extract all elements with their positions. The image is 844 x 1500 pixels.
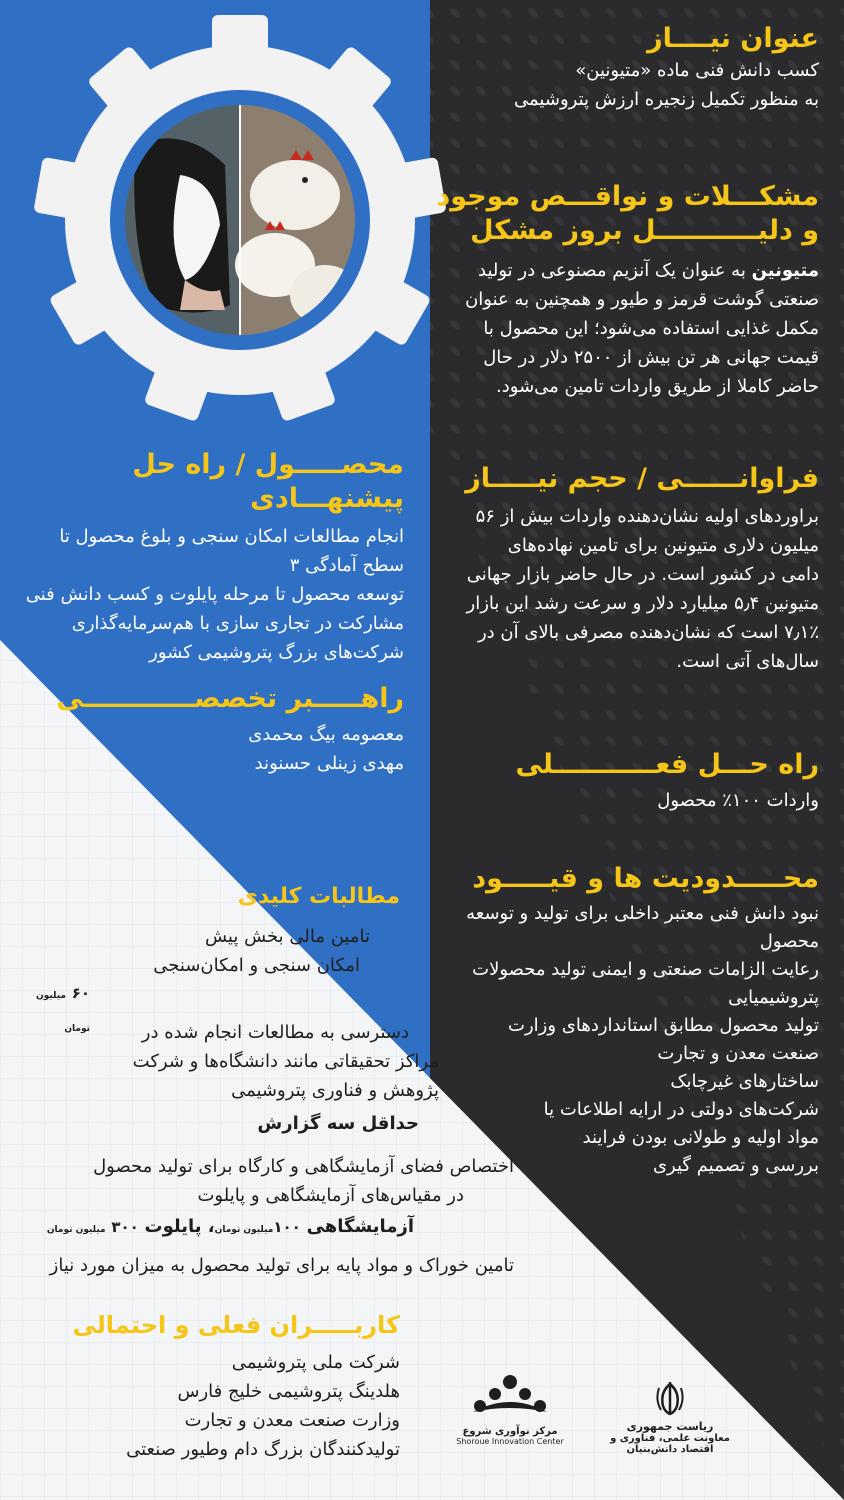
limits-line: ساختارهای غیرچابک xyxy=(670,1071,819,1092)
innovation-logo-icon xyxy=(465,1372,555,1422)
problems-line: به عنوان یک آنزیم مصنوعی در تولید xyxy=(478,260,752,281)
gov-line1: ریاست جمهوری xyxy=(626,1420,714,1433)
problems-line: صنعتی گوشت قرمز و طیور و همچنین به عنوان xyxy=(465,289,819,310)
demand-section xyxy=(419,462,819,676)
leader-name: معصومه بیگ محمدی xyxy=(248,724,404,745)
requirement-line: اختصاص فضای آزمایشگاهی و کارگاه برای تولید محصول xyxy=(93,1156,514,1177)
proposed-line: سطح آمادگی ۳ xyxy=(289,555,404,576)
r1-unit: میلیون تومان xyxy=(36,991,90,1034)
demand-title: فراوانــــــی / حجم نیـــــاز xyxy=(465,463,819,494)
requirement-line: پژوهش و فناوری پتروشیمی xyxy=(231,1080,439,1101)
limits-line: پتروشیمیایی xyxy=(728,987,819,1008)
requirements-title: مطالبات کلیدی xyxy=(237,884,400,909)
pilot-unit: میلیون تومان xyxy=(46,1225,106,1235)
user-item: وزارت صنعت معدن و تجارت xyxy=(184,1410,400,1431)
users-section xyxy=(20,1308,400,1464)
methionine-bold: متیونین xyxy=(751,260,819,281)
need-line: کسب دانش فنی ماده «متیونین» xyxy=(575,60,819,81)
need-line: به منظور تکمیل زنجیره ارزش پتروشیمی xyxy=(514,89,819,110)
limits-title: محـــــدودیت ها و قیـــــود xyxy=(472,863,819,894)
lab-unit: میلیون تومان xyxy=(214,1225,274,1235)
iran-emblem-icon xyxy=(655,1380,685,1416)
livestock-photo xyxy=(125,105,355,335)
limits-section xyxy=(419,862,819,1180)
demand-line: سال‌های آتی است. xyxy=(676,651,819,672)
demand-line: براوردهای اولیه نشان‌دهنده واردات بیش از ۵۶ xyxy=(475,506,819,527)
user-item: هلدینگ پتروشیمی خلیج فارس xyxy=(177,1381,400,1402)
leader-section xyxy=(14,682,404,778)
requirement-line: دسترسی به مطالعات انجام شده در xyxy=(141,1022,409,1043)
innovation-center-logo xyxy=(455,1372,565,1446)
leader-name: مهدی زینلی حسنوند xyxy=(254,753,404,774)
proposed-line: انجام مطالعات امکان سنجی و بلوغ محصول تا xyxy=(59,526,404,547)
current-solution-section xyxy=(419,748,819,815)
r2-sub: حداقل سه گزارش xyxy=(257,1113,419,1134)
problems-title: مشکـــلات و نواقـــص موجود xyxy=(436,181,819,212)
demand-line: ۷٫۱٪ است که نشان‌دهنده مصرفی بالای آن در xyxy=(477,622,819,643)
proposed-section xyxy=(14,448,404,667)
gov-line2: معاونت علمی، فناوری و اقتصاد دانش‌بنیان xyxy=(610,1433,730,1455)
pilot-label: ، پایلوت xyxy=(144,1216,215,1237)
government-logo xyxy=(595,1380,745,1455)
limits-line: بررسی و تصمیم گیری xyxy=(652,1155,819,1176)
innovation-name-en: Shoroue Innovation Center xyxy=(456,1437,564,1446)
limits-line: محصول xyxy=(759,931,819,952)
requirement-line: مراکز تحقیقاتی مانند دانشگاه‌ها و شرکت xyxy=(132,1051,439,1072)
pilot-amount: ۳۰۰ xyxy=(111,1218,139,1236)
proposed-line: مشارکت در تجاری سازی با هم‌سرمایه‌گذاری xyxy=(71,613,404,634)
current-solution-title: راه حـــل فعـــــــــــلی xyxy=(515,749,819,780)
problems-section xyxy=(419,180,819,401)
current-solution-text: واردات ۱۰۰٪ محصول xyxy=(657,790,819,811)
problems-line: قیمت جهانی هر تن بیش از ۲۵۰۰ دلار در حال xyxy=(483,347,819,368)
proposed-line: توسعه محصول تا مرحله پایلوت و کسب دانش فنی xyxy=(25,584,404,605)
limits-line: رعایت الزامات صنعتی و ایمنی تولید محصولات xyxy=(472,959,819,980)
users-title: کاربـــــران فعلی و احتمالی xyxy=(72,1311,400,1339)
requirement-line: تامین خوراک و مواد پایه برای تولید محصول به میزان مورد نیاز xyxy=(49,1255,514,1276)
limits-line: مواد اولیه و طولانی بودن فرایند xyxy=(582,1127,819,1148)
requirement-line: امکان سنجی و امکان‌سنجی xyxy=(153,955,360,976)
requirement-3 xyxy=(14,1152,514,1280)
problems-line: حاضر کاملا از طریق واردات تامین می‌شود. xyxy=(496,376,819,397)
leader-title: راهـــــبر تخصصــــــــــــی xyxy=(56,683,404,714)
user-item: شرکت ملی پتروشیمی xyxy=(231,1352,400,1373)
demand-line: میلیون دلاری متیونین برای تامین نهاده‌های xyxy=(507,535,819,556)
requirement-line: در مقیاس‌های آزمایشگاهی و پایلوت xyxy=(197,1185,464,1206)
requirement-2 xyxy=(19,1018,439,1138)
user-item: تولیدکنندگان بزرگ دام وطیور صنعتی xyxy=(126,1439,400,1460)
lab-label: آزمایشگاهی xyxy=(306,1216,414,1237)
innovation-name-fa: مرکز نوآوری شروع xyxy=(462,1426,558,1437)
limits-line: صنعت معدن و تجارت xyxy=(657,1043,819,1064)
limits-line: نبود دانش فنی معتبر داخلی برای تولید و توسعه xyxy=(466,903,819,924)
requirement-line: تامین مالی بخش پیش xyxy=(204,926,370,947)
r1-amount: ۶۰ xyxy=(71,984,90,1002)
proposed-title: محصـــــول / راه حل پیشنهـــادی xyxy=(132,449,404,514)
problems-title: و دلیـــــــــــل بروز مشکل xyxy=(470,215,819,246)
need-title: عنوان نیــــاز xyxy=(647,23,819,54)
problems-line: مکمل غذایی استفاده می‌شود؛ این محصول با xyxy=(483,318,819,339)
limits-line: شرکت‌های دولتی در ارایه اطلاعات یا xyxy=(543,1099,819,1120)
proposed-line: شرکت‌های بزرگ پتروشیمی کشور xyxy=(149,642,404,663)
demand-line: دامی در کشور است. در حال حاضر بازار جهانی xyxy=(466,564,819,585)
limits-line: تولید محصول مطابق استانداردهای وزارت xyxy=(508,1015,819,1036)
need-section xyxy=(419,22,819,114)
demand-line: متیونین ۵٫۴ میلیارد دلار و سرعت رشد این بازار xyxy=(466,593,819,614)
lab-amount: ۱۰۰ xyxy=(273,1218,301,1236)
